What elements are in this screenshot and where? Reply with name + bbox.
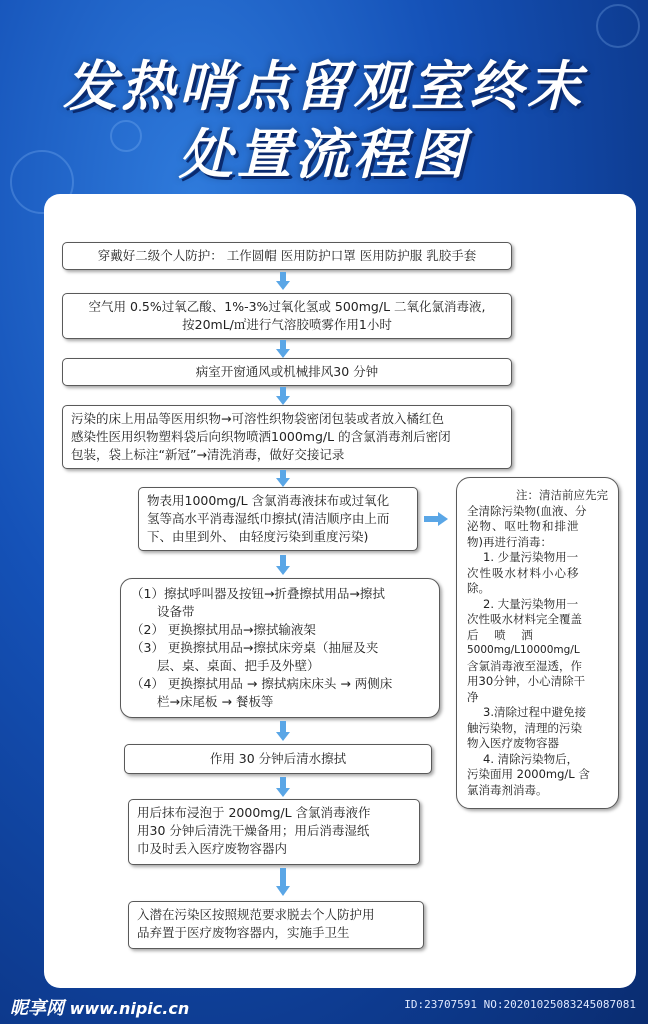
- step-air-disinfection: [62, 293, 512, 339]
- step-ventilation-text: 病室开窗通风或机械排风30 分钟: [195, 364, 379, 379]
- watermark-brand: [10, 994, 189, 1020]
- step-surface-text-3: 下、由里到外、 由轻度污染到重度污染): [147, 529, 369, 544]
- note-line: 氯消毒剂消毒。: [467, 782, 548, 797]
- wipe-item: 设备带: [157, 604, 195, 619]
- step-cloth-soak: [128, 799, 420, 865]
- step-doffing-text-2: 品弃置于医疗废物容器内，实施手卫生: [137, 925, 350, 940]
- step-doffing: [128, 901, 424, 949]
- note-line: 3.清除过程中避免接: [483, 705, 586, 719]
- step-air-text-2: 按20mL/㎡进行气溶胶喷雾作用1小时: [182, 317, 392, 332]
- image-id: ID:23707591 NO:20201025083245087081: [404, 998, 636, 1011]
- step-surface-wipe: [138, 487, 418, 551]
- page-title-line2: 处置流程图: [179, 123, 469, 186]
- step-soak-text-1: 用后抹布浸泡于 2000mg/L 含氯消毒液作: [137, 805, 371, 820]
- wipe-item: 层、桌、桌面、把手及外壁）: [157, 658, 320, 673]
- wipe-item: （3） 更换擦拭用品→擦拭床旁桌（抽屉及夹: [131, 640, 379, 655]
- arrow-down-icon: [276, 387, 290, 405]
- note-line: 次性吸水材料小心移: [467, 565, 580, 580]
- note-line: 污染面用 2000mg/L 含: [467, 767, 590, 781]
- note-line: 物入医疗废物容器: [467, 736, 559, 750]
- note-line: 含氯消毒液至湿透，作: [467, 658, 582, 673]
- note-line: 触污染物，清理的污染: [467, 720, 582, 735]
- step-soak-text-3: 巾及时丢入医疗废物容器内: [137, 841, 288, 856]
- arrow-down-icon: [276, 340, 290, 358]
- wipe-item: （4） 更换擦拭用品 → 擦拭病床床头 → 两侧床: [131, 676, 393, 691]
- arrow-down-icon: [276, 721, 290, 739]
- brand-name: 昵享网: [10, 998, 64, 1019]
- wipe-item: 栏→床尾板 → 餐板等: [157, 694, 274, 709]
- step-textiles: [62, 405, 512, 469]
- note-line: 5000mg/L10000mg/L: [467, 644, 580, 656]
- step-textiles-text-1: 污染的床上用品等医用织物→可溶性织物袋密闭包装或者放入橘红色: [71, 411, 444, 426]
- wipe-item: （1）擦拭呼叫器及按钮→折叠擦拭用品→擦拭: [131, 586, 385, 601]
- note-line: 净: [467, 689, 479, 704]
- note-line: 全清除污染物(血液、分: [467, 503, 587, 518]
- arrow-right-icon: [424, 512, 448, 526]
- note-box: [456, 477, 619, 809]
- arrow-down-icon: [276, 470, 290, 488]
- virus-decoration: [596, 4, 640, 48]
- note-line: 用30分钟，小心清除干: [467, 674, 586, 688]
- step-ppe: [62, 242, 512, 270]
- step-water-wipe-text: 作用 30 分钟后清水擦拭: [209, 751, 347, 766]
- step-wipe-sequence: [120, 578, 440, 718]
- page-title-line1: 发热哨点留观室终末: [63, 55, 585, 118]
- note-line: 次性吸水材料完全覆盖: [467, 612, 582, 626]
- step-surface-text-1: 物表用1000mg/L 含氯消毒液抹布或过氧化: [147, 493, 390, 508]
- note-line: 2. 大量污染物用一: [483, 596, 579, 611]
- step-ventilation: [62, 358, 512, 386]
- step-doffing-text-1: 入潜在污染区按照规范要求脱去个人防护用: [137, 907, 375, 922]
- note-line: 除。: [467, 581, 490, 595]
- note-line: 注：清洁前应先完: [516, 488, 608, 502]
- step-water-wipe: [124, 744, 432, 774]
- arrow-down-icon: [276, 272, 290, 290]
- note-line: 物)再进行消毒：: [467, 534, 552, 549]
- arrow-down-icon: [276, 777, 290, 795]
- wipe-item: （2） 更换擦拭用品→擦拭输液架: [131, 622, 316, 637]
- arrow-down-icon: [276, 555, 290, 573]
- note-line: 4. 清除污染物后，: [483, 751, 579, 766]
- step-textiles-text-3: 包装，袋上标注“新冠”→清洗消毒，做好交接记录: [71, 447, 345, 462]
- note-line: 泌物、呕吐物和排泄: [467, 519, 580, 533]
- note-line: 1. 少量污染物用一: [483, 550, 579, 564]
- step-surface-text-2: 氢等高水平消毒湿纸巾擦拭(清洁顺序由上而: [147, 511, 390, 526]
- step-ppe-text: 穿戴好二级个人防护： 工作圆帽 医用防护口罩 医用防护服 乳胶手套: [97, 248, 477, 263]
- arrow-down-icon: [276, 868, 290, 886]
- step-air-text-1: 空气用 0.5%过氧乙酸、1%-3%过氧化氢或 500mg/L 二氧化氯消毒液,: [88, 299, 486, 314]
- step-textiles-text-2: 感染性医用织物塑料袋后向织物喷洒1000mg/L 的含氯消毒剂后密闭: [71, 429, 451, 444]
- brand-url: www.nipic.cn: [69, 999, 190, 1018]
- note-line: 后 喷 洒: [467, 627, 539, 642]
- step-soak-text-2: 用30 分钟后清洗干燥备用；用后消毒湿纸: [137, 823, 370, 838]
